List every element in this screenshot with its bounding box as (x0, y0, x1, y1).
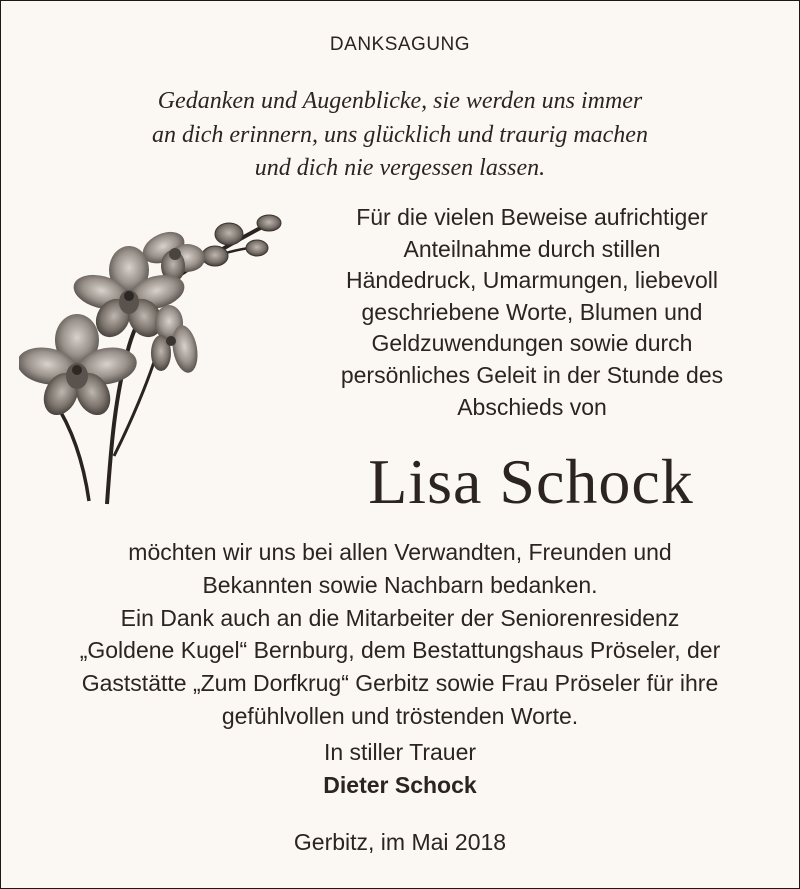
body-line: gefühlvollen und tröstenden Worte. (221, 702, 579, 729)
thanks-line: geschriebene Worte, Blumen und (361, 298, 703, 325)
thanks-line: Für die vielen Beweise aufrichtiger (356, 204, 708, 230)
poem-line: an dich erinnern, uns glücklich und traurig machen (152, 121, 648, 148)
thanks-line: Abschieds von (457, 393, 607, 420)
thanks-line: Anteilnahme durch stillen (403, 235, 661, 262)
thanks-line: persönliches Geleit in der Stunde des (340, 361, 724, 388)
thanks-paragraph (297, 202, 767, 423)
poem-block (1, 85, 799, 186)
mourning-label: In stiller Trauer (323, 739, 477, 765)
place-date: Gerbitz, im Mai 2018 (293, 829, 507, 855)
deceased-name: Lisa Schock (368, 446, 694, 517)
body-line: Gaststätte „Zum Dorfkrug“ Gerbitz sowie Frau Pröseler für ihre (81, 670, 719, 697)
body-line: möchten wir uns bei allen Verwandten, Freunden und (128, 539, 672, 565)
poem-line: und dich nie vergessen lassen. (254, 155, 546, 181)
poem-line: Gedanken und Augenblicke, sie werden uns immer (157, 88, 643, 114)
notice-heading: DANKSAGUNG (329, 34, 471, 55)
body-line: „Goldene Kugel“ Bernburg, dem Bestattungshaus Pröseler, der (79, 637, 721, 664)
body-line: Ein Dank auch an die Mitarbeiter der Seniorenresidenz (120, 604, 680, 631)
orchid-illustration-icon (19, 206, 294, 506)
body-line: Bekannten sowie Nachbarn bedanken. (202, 571, 598, 598)
body-paragraph (1, 536, 799, 733)
thanks-line: Händedruck, Umarmungen, liebevoll (345, 267, 719, 294)
thanks-line: Geldzuwendungen sowie durch (371, 330, 693, 357)
signatory-name: Dieter Schock (323, 772, 477, 798)
